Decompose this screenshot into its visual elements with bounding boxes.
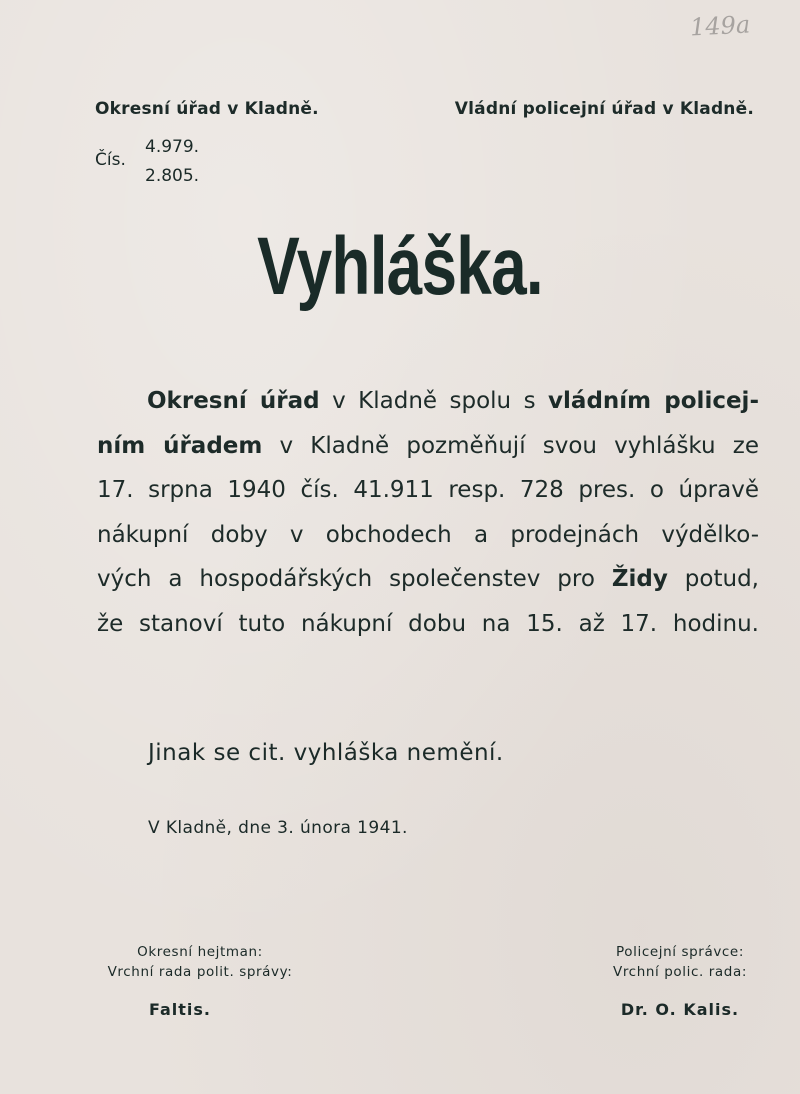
body-line: [97, 513, 759, 558]
signature-block-left: [85, 942, 315, 1020]
announcement-body: [97, 379, 759, 646]
body-emphasis: Židy: [611, 566, 668, 592]
document-title: Vyhláška.: [257, 221, 543, 312]
signature-role: Vrchní polic. rada:: [612, 964, 747, 980]
body-line: [97, 424, 759, 469]
body-text-run: v Kladně pozměňují svou vyhlášku ze: [262, 432, 760, 459]
body-line: [97, 379, 759, 424]
body-line: [97, 602, 759, 647]
body-text-run: 17. srpna 1940 čís. 41.911 resp. 728 pres. o úpravě: [97, 477, 759, 503]
place-date: V Kladně, dne 3. února 1941.: [148, 818, 408, 838]
reference-number: 4.979.: [145, 137, 200, 157]
body-line: [97, 557, 759, 602]
body-text-run: v Kladně spolu s: [319, 388, 549, 414]
body-emphasis: Okresní úřad: [147, 388, 320, 414]
body-text-run: nákupní doby v obchodech a prodejnách výdělko-: [97, 521, 759, 548]
signature-role: Policejní správce:: [616, 944, 744, 960]
signature-role: Vrchní rada polit. správy:: [107, 964, 293, 980]
body-line: [97, 468, 759, 513]
signature-name: Faltis.: [148, 1000, 211, 1019]
signature-block-right: [575, 942, 785, 1020]
body-emphasis: ním úřadem: [97, 432, 263, 459]
reference-label: Čís.: [95, 150, 126, 170]
body-text-run: vých a hospodářských společenstev pro: [97, 566, 612, 592]
body-text-run: že stanoví tuto nákupní dobu na 15. až 17. hodinu.: [97, 610, 759, 637]
closing-statement: Jinak se cit. vyhláška nemění.: [148, 740, 504, 766]
archive-mark: 149a: [689, 10, 751, 42]
signature-name: Dr. O. Kalis.: [620, 1000, 740, 1019]
body-emphasis: vládním policej-: [548, 388, 759, 414]
header-issuer-right: Vládní policejní úřad v Kladně.: [454, 99, 754, 119]
reference-number: 2.805.: [145, 166, 200, 186]
signature-role: Okresní hejtman:: [137, 944, 263, 960]
body-text-run: potud,: [667, 566, 759, 592]
header-issuer-left: Okresní úřad v Kladně.: [95, 99, 319, 119]
